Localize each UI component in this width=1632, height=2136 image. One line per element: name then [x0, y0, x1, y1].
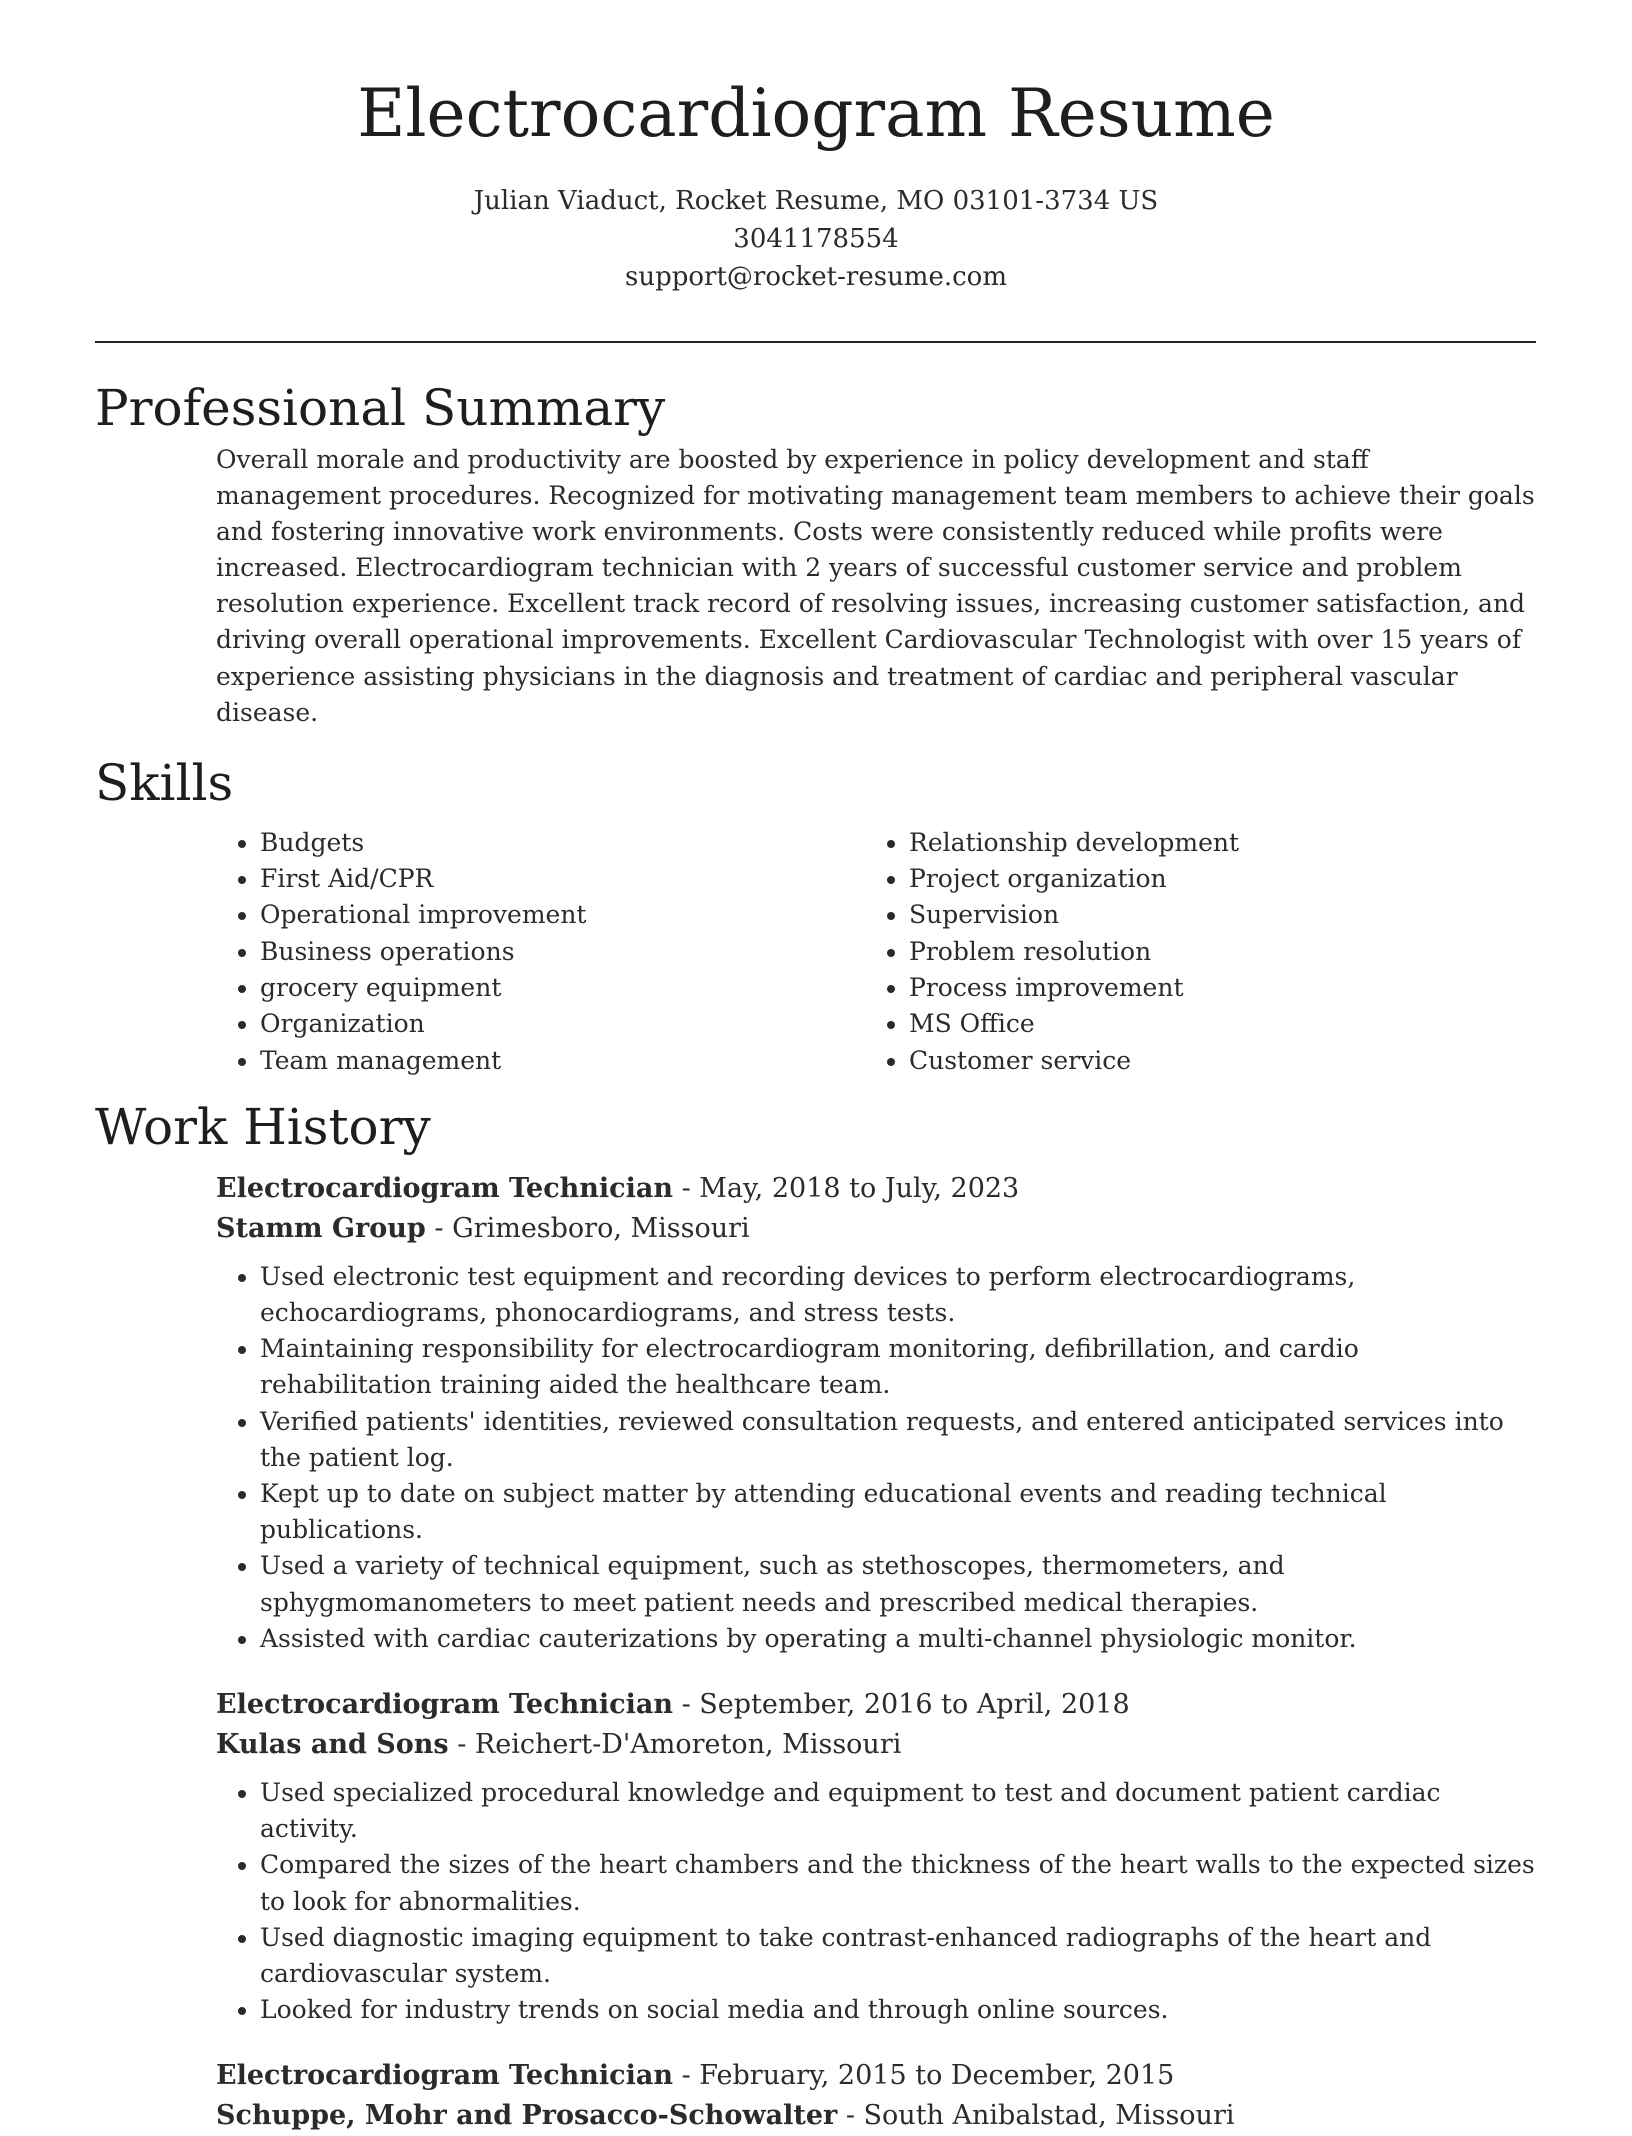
job-company-line: [216, 2096, 1536, 2136]
job-company: Stamm Group: [216, 1212, 426, 1244]
job-title-line: [216, 1169, 1536, 1209]
skill-item: • Project organization: [909, 861, 1514, 897]
job-duty: • Kept up to date on subject matter by attending educational events and reading technical publications.: [260, 1476, 1536, 1548]
job-entry: [216, 1685, 1536, 2028]
skill-item: • Budgets: [260, 825, 865, 861]
job-entry: [216, 2056, 1536, 2136]
skill-item: • Operational improvement: [260, 897, 865, 933]
skill-item: • Problem resolution: [909, 934, 1514, 970]
job-duty: • Used specialized procedural knowledge and equipment to test and document patient cardiac activity.: [260, 1775, 1536, 1847]
job-title: Electrocardiogram Technician: [216, 1172, 673, 1204]
professional-summary-section: [95, 376, 1536, 731]
job-company: Schuppe, Mohr and Prosacco-Schowalter: [216, 2100, 838, 2132]
job-location: - South Anibalstad, Missouri: [837, 2100, 1235, 2132]
section-heading-work-history: Work History: [95, 1097, 431, 1156]
job-company-line: [216, 1209, 1536, 1249]
resume-header: [0, 72, 1632, 296]
job-entry: [216, 1169, 1536, 1657]
skill-item: • First Aid/CPR: [260, 861, 865, 897]
skill-item: • grocery equipment: [260, 970, 865, 1006]
work-history-section: [95, 1095, 1536, 2136]
job-duty: • Used electronic test equipment and recording devices to perform electrocardiograms, echocardiograms, phonocardiograms, and stress tests.: [260, 1259, 1536, 1331]
skill-item: • Relationship development: [909, 825, 1514, 861]
job-duty: • Looked for industry trends on social media and through online sources.: [260, 1992, 1536, 2028]
contact-email: support@rocket-resume.com: [624, 262, 1007, 292]
job-dates: - May, 2018 to July, 2023: [672, 1172, 1020, 1204]
section-heading-skills: Skills: [95, 753, 234, 812]
job-title: Electrocardiogram Technician: [216, 2060, 673, 2092]
skill-item: • Business operations: [260, 934, 865, 970]
job-company: Kulas and Sons: [216, 1729, 449, 1761]
skill-item: • MS Office: [909, 1006, 1514, 1042]
section-heading-summary: Professional Summary: [95, 379, 666, 437]
job-duty: • Maintaining responsibility for electrocardiogram monitoring, defibrillation, and cardio rehabilitation training aided the healthcare team.: [260, 1331, 1536, 1403]
job-title-line: [216, 2056, 1536, 2096]
job-location: - Reichert-D'Amoreton, Missouri: [448, 1729, 902, 1761]
job-duty: • Verified patients' identities, reviewed consultation requests, and entered anticipated services into the patient log.: [260, 1404, 1536, 1476]
summary-text: Overall morale and productivity are boosted by experience in policy development and staff management procedures. Recognized for motivating management team members to achieve their goals and fostering innovative work environments. Costs were consistently reduced while profits were increased. Electrocardiogram technician with 2 years of successful customer service and problem resolution experience. Excellent track record of resolving issues, increasing customer satisfaction, and driving overall operational improvements. Excellent Cardiovascular Technologist with over 15 years of experience assisting physicians in the diagnosis and treatment of cardiac and peripheral vascular disease.: [216, 445, 1535, 727]
skills-columns: [216, 825, 1536, 1079]
job-dates: - September, 2016 to April, 2018: [672, 1689, 1130, 1721]
job-duty: • Used a variety of technical equipment, such as stethoscopes, thermometers, and sphygmomanometers to meet patient needs and prescribed medical therapies.: [260, 1548, 1536, 1620]
job-duty: • Assisted with cardiac cauterizations by operating a multi-channel physiologic monitor.: [260, 1621, 1536, 1657]
skills-list-right: [865, 825, 1514, 1079]
skills-list-left: [216, 825, 865, 1079]
skill-item: • Process improvement: [909, 970, 1514, 1006]
contact-phone: 3041178554: [733, 224, 899, 254]
job-duties-list: [216, 1775, 1536, 2028]
job-title: Electrocardiogram Technician: [216, 1689, 673, 1721]
job-duty: • Used diagnostic imaging equipment to take contrast-enhanced radiographs of the heart and cardiovascular system.: [260, 1920, 1536, 1992]
job-duty: • Compared the sizes of the heart chambers and the thickness of the heart walls to the expected sizes to look for abnormalities.: [260, 1847, 1536, 1919]
skill-item: • Organization: [260, 1006, 865, 1042]
skills-section: [95, 751, 1536, 1079]
job-location: - Grimesboro, Missouri: [425, 1212, 750, 1244]
skill-item: • Team management: [260, 1043, 865, 1079]
header-divider: [95, 341, 1536, 343]
contact-address: Julian Viaduct, Rocket Resume, MO 03101-3734 US: [473, 186, 1159, 216]
skill-item: • Supervision: [909, 897, 1514, 933]
resume-body: [95, 376, 1536, 2136]
job-company-line: [216, 1725, 1536, 1765]
job-title-line: [216, 1685, 1536, 1725]
resume-title: Electrocardiogram Resume: [357, 75, 1275, 152]
skill-item: • Customer service: [909, 1043, 1514, 1079]
job-dates: - February, 2015 to December, 2015: [672, 2060, 1175, 2092]
job-duties-list: [216, 1259, 1536, 1657]
